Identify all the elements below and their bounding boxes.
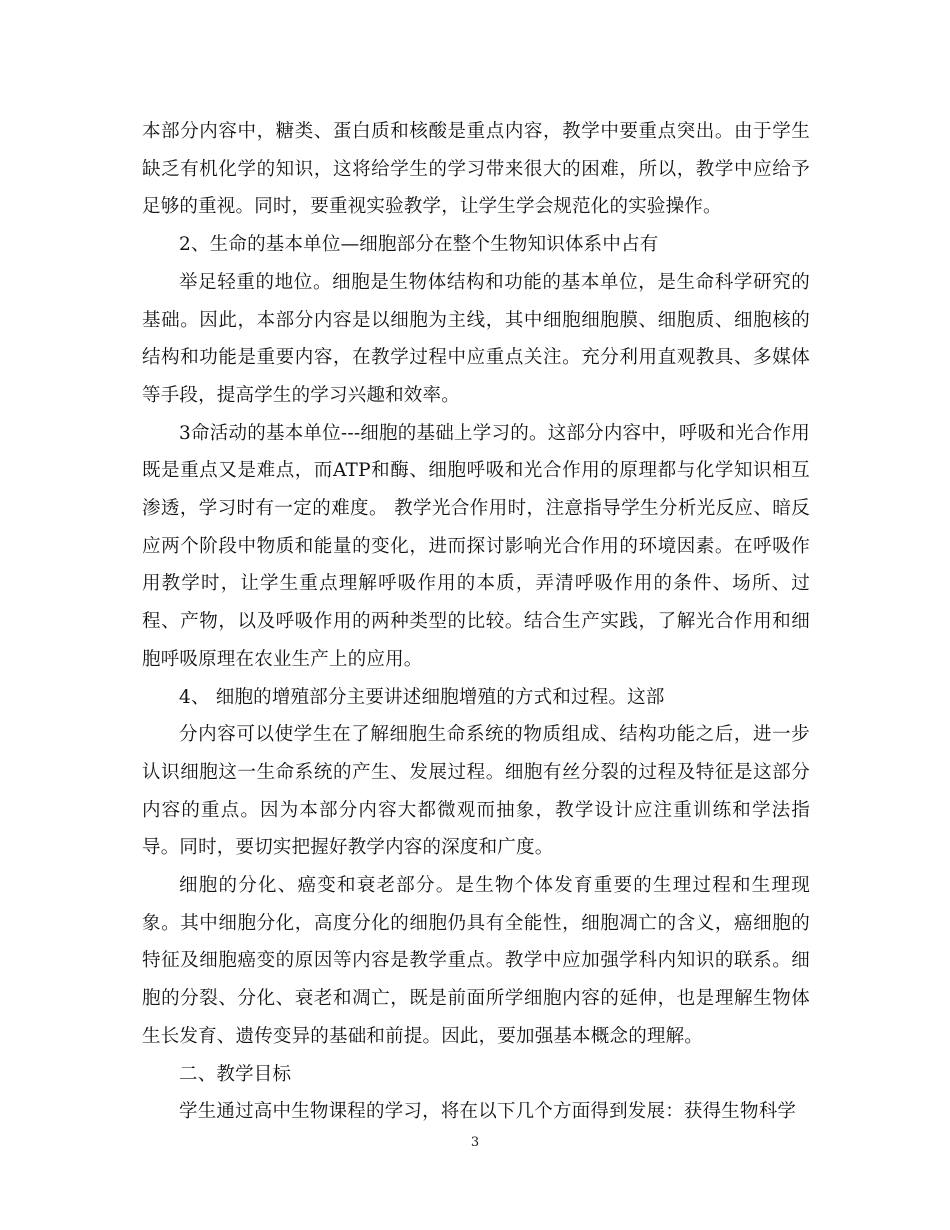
paragraph-9: 学生通过高中生物课程的学习，将在以下几个方面得到发展：获得生物科学 [179, 1101, 797, 1123]
page-number: 3 [470, 1135, 480, 1150]
paragraph-3: 举足轻重的地位。细胞是生物体结构和功能的基本单位，是生命科学研究的基础。因此，本部分内容是以细胞为主线，其中细胞细胞膜、细胞质、细胞核的结构和功能是重要内容，在教学过程中应重点关注。充分利用直观教具、多媒体等手段，提高学生的学习兴趣和效率。 [142, 271, 810, 406]
paragraph-6: 分内容可以使学生在了解细胞生命系统的物质组成、结构功能之后，进一步认识细胞这一生命系统的产生、发展过程。细胞有丝分裂的过程及特征是这部分内容的重点。因为本部分内容大都微观而抽象，教学设计应注重训练和学法指导。同时，要切实把握好教学内容的深度和广度。 [142, 724, 810, 859]
paragraph-5: 4、 细胞的增殖部分主要讲述细胞增殖的方式和过程。这部 [179, 686, 665, 708]
paragraph-1: 本部分内容中，糖类、蛋白质和核酸是重点内容，教学中要重点突出。由于学生缺乏有机化学的知识，这将给学生的学习带来很大的困难，所以，教学中应给予足够的重视。同时，要重视实验教学，让学生学会规范化的实验操作。 [142, 121, 810, 218]
paragraph-4: 3命活动的基本单位---细胞的基础上学习的。这部分内容中，呼吸和光合作用既是重点又是难点，而ATP和酶、细胞呼吸和光合作用的原理都与化学知识相互渗透，学习时有一定的难度。 教学光合作用时，注意指导学生分析光反应、暗反应两个阶段中物质和能量的变化，进而探讨影响光合作用的环境因素。在呼吸作用教学时，让学生重点理解呼吸作用的本质，弄清呼吸作用的条件、场所、过程、产物，以及呼吸作用的两种类型的比较。结合生产实践，了解光合作用和细胞呼吸原理在农业生产上的应用。 [142, 422, 810, 670]
body-text [142, 113, 810, 1131]
section-heading-teaching-goals: 二、教学目标 [179, 1063, 292, 1085]
paragraph-2: 2、生命的基本单位—细胞部分在整个生物知识体系中占有 [179, 234, 659, 256]
paragraph-7: 细胞的分化、癌变和衰老部分。是生物个体发育重要的生理过程和生理现象。其中细胞分化，高度分化的细胞仍具有全能性，细胞凋亡的含义，癌细胞的特征及细胞癌变的原因等内容是教学重点。教学中应加强学科内知识的联系。细胞的分裂、分化、衰老和凋亡，既是前面所学细胞内容的延伸，也是理解生物体生长发育、遗传变异的基础和前提。因此，要加强基本概念的理解。 [142, 875, 810, 1047]
